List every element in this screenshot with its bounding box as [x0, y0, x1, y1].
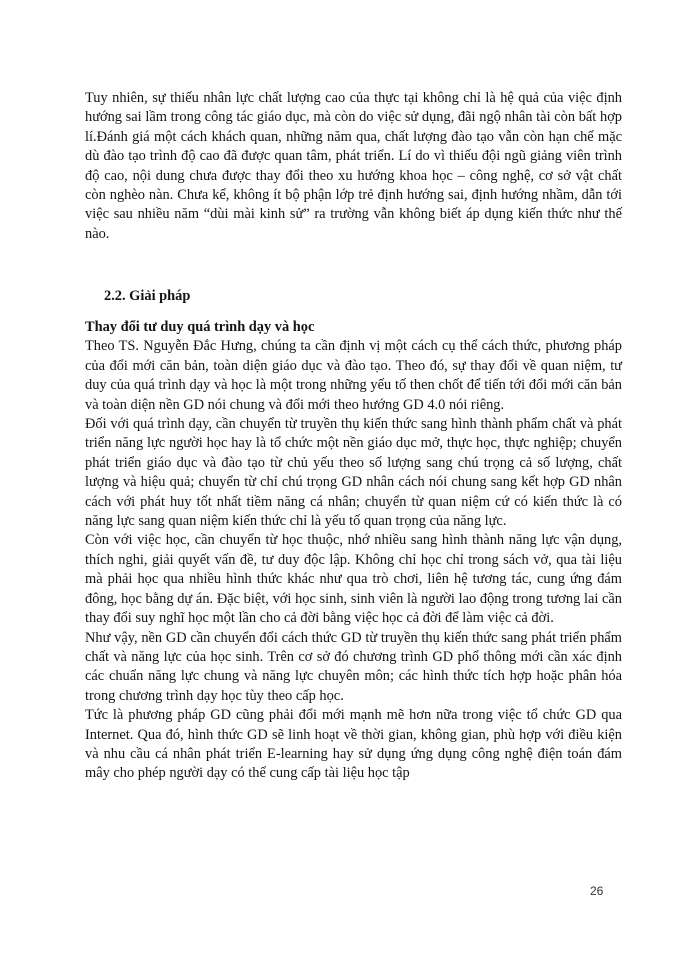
- subheading: Thay đổi tư duy quá trình dạy và học: [85, 319, 315, 335]
- body-paragraph: Còn với việc học, cần chuyển từ học thuộc, nhớ nhiều sang hình thành năng lực vận dụng, thích nghi, giải quyết vấn đề, tư duy độc lập. Không chỉ học chỉ trong sách vở, qua tài liệu mà phải học qua nhiều hình thức khác như qua trò chơi, liên hệ tương tác, cung ứng đám đông, học bằng dự án. Đặc biệt, với học sinh, sinh viên là người lao động trong tương lai cần thay đổi suy nghĩ học một lần cho cả đời bằng việc học cả đời để làm việc cả đời.: [85, 532, 622, 627]
- section-body: [85, 318, 622, 784]
- section-heading: 2.2. Giải pháp: [104, 288, 191, 304]
- body-paragraph: Như vậy, nền GD cần chuyển đổi cách thức GD từ truyền thụ kiến thức sang phát triển phẩm chất và năng lực của học sinh. Trên cơ sở đó chương trình GD phổ thông mới cần xác định các chuẩn năng lực chung và năng lực chuyên môn; các hình thức tích hợp hoặc phân hóa trong chương trình dạy học tùy theo cấp học.: [85, 629, 622, 704]
- page-number: 26: [590, 884, 604, 898]
- body-paragraph: Đối với quá trình dạy, cần chuyển từ truyền thụ kiến thức sang hình thành phẩm chất và phát triển năng lực người học hay là tổ chức một nền giáo dục mở, thực học, thực nghiệp; chuyển phát triển giáo dục và đào tạo từ chủ yếu theo số lượng sang chú trọng cả số lượng, chất lượng và hiệu quả; chuyển từ chỉ chú trọng GD nhân cách nói chung sang kết hợp GD nhân cách với phát huy tốt nhất tiềm năng cá nhân; chuyển từ quan niệm cứ có kiến thức là có năng lực sang quan niệm kiến thức chỉ là yếu tố quan trọng của năng lực.: [85, 416, 622, 530]
- body-paragraph: Theo TS. Nguyễn Đắc Hưng, chúng ta cần định vị một cách cụ thể cách thức, phương pháp của đổi mới căn bản, toàn diện giáo dục và đào tạo. Theo đó, sự thay đổi về quan niệm, tư duy của quá trình dạy và học là một trong những yếu tố then chốt để tiến tới đổi mới căn bản và toàn diện nền GD nói chung và đổi mới theo hướng GD 4.0 nói riêng.: [85, 338, 622, 413]
- intro-paragraph: Tuy nhiên, sự thiếu nhân lực chất lượng cao của thực tại không chỉ là hệ quả của việc định hướng sai lầm trong công tác giáo dục, mà còn do việc sử dụng, đãi ngộ nhân tài còn bất hợp lí.Đánh giá một cách khách quan, những năm qua, chất lượng đào tạo vẫn còn hạn chế mặc dù đào tạo trình độ cao đã được quan tâm, phát triển. Lí do vì thiếu đội ngũ giảng viên trình độ cao, nội dung chưa được thay đổi theo xu hướng khoa học – công nghệ, cơ sở vật chất còn nghèo nàn. Chưa kể, không ít bộ phận lớp trẻ định hướng sai, định hướng nhầm, dẫn tới việc sau nhiều năm “dùi mài kinh sử” ra trường vẫn không biết áp dụng kiến thức như thế nào.: [85, 90, 622, 242]
- body-paragraph: Tức là phương pháp GD cũng phải đổi mới mạnh mẽ hơn nữa trong việc tổ chức GD qua Internet. Qua đó, hình thức GD sẽ linh hoạt về thời gian, không gian, phù hợp với điều kiện và nhu cầu cá nhân phát triển E-learning hay sử dụng ứng dụng công nghệ điện toán đám mây cho phép người dạy có thể cung cấp tài liệu học tập: [85, 707, 622, 782]
